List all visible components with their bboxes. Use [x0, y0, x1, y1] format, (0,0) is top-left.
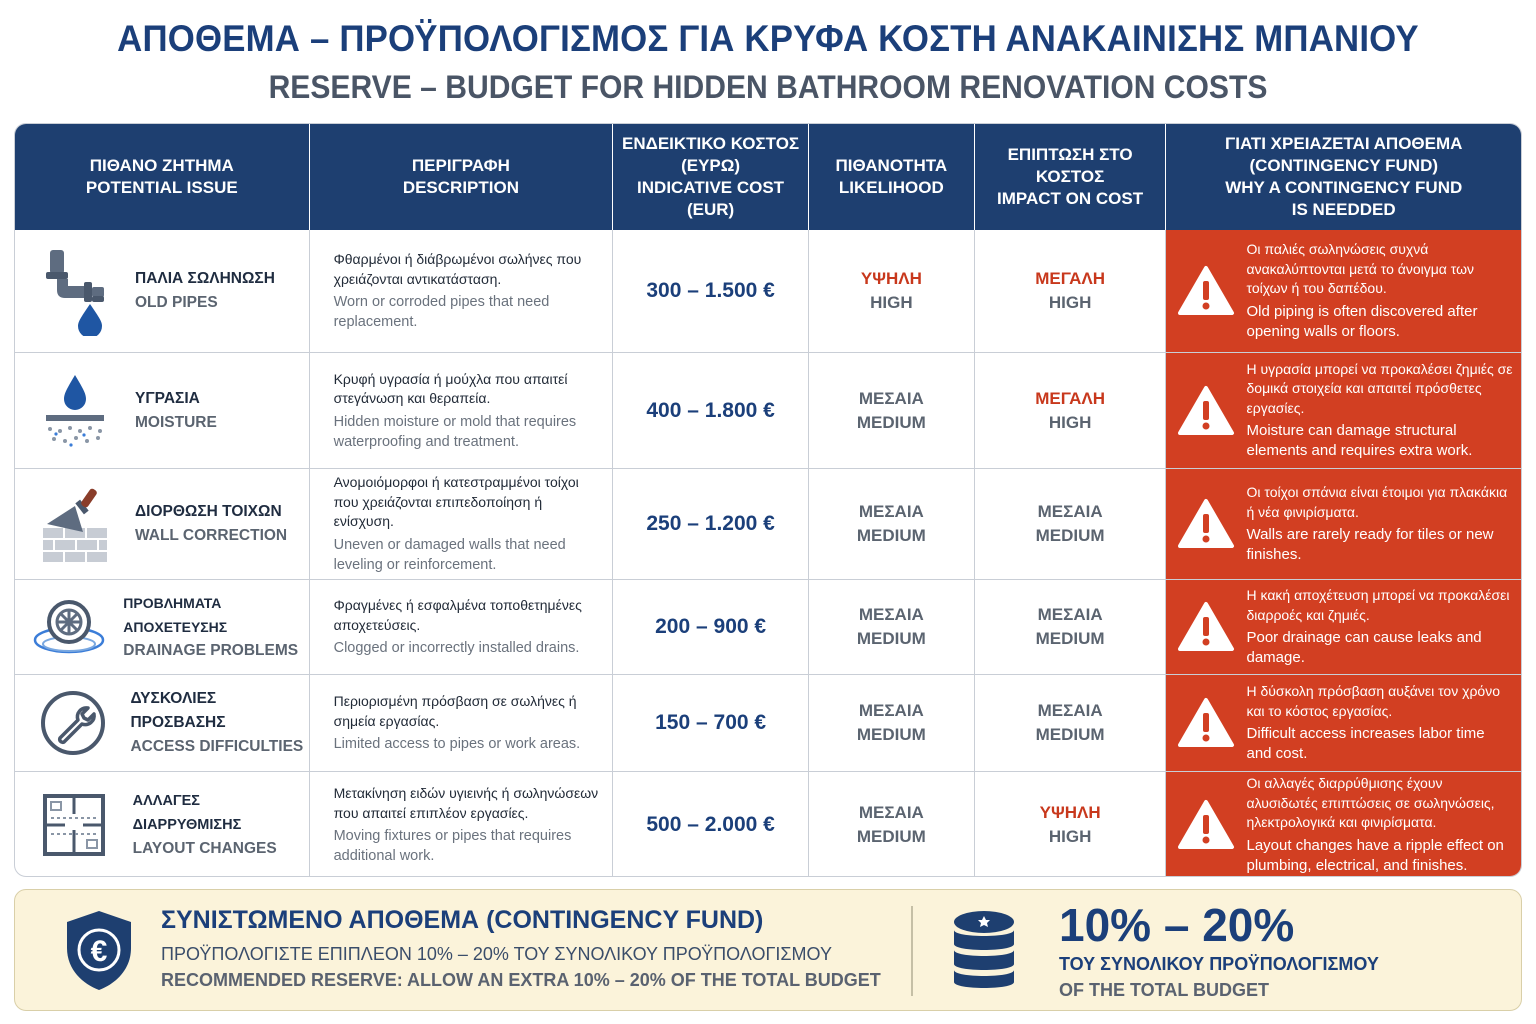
likelihood-gr: ΜΕΣΑΙΑ [858, 605, 924, 624]
why-en: Difficult access increases labor time and cost. [1246, 725, 1485, 762]
issue-name-gr: ΔΥΣΚΟΛΙΕΣ ΠΡΟΣΒΑΣΗΣ [130, 690, 226, 731]
description-cell [310, 353, 614, 468]
likelihood-en: HIGH [870, 293, 913, 312]
table-row [15, 469, 1521, 580]
header-likelihood [809, 124, 975, 230]
impact-en: HIGH [1048, 293, 1092, 312]
description-gr: Κρυφή υγρασία ή μούχλα που απαιτεί στεγάνωση και θεραπεία. [333, 370, 568, 406]
header-impact [975, 124, 1167, 230]
warning-icon [1166, 772, 1246, 877]
table-row [15, 675, 1521, 772]
issue-name-gr: ΥΓΡΑΣΙΑ [135, 389, 200, 407]
impact-gr: ΜΕΓΑΛΗ [1035, 388, 1105, 408]
why-en: Layout changes have a ripple effect on plumbing, electrical, and finishes. [1246, 836, 1504, 874]
table-header [15, 124, 1521, 230]
trowel-wall-icon [15, 469, 135, 579]
impact-cell [975, 469, 1167, 579]
issue-name-gr: ΠΡΟΒΛΗΜΑΤΑ ΑΠΟΧΕΤΕΥΣΗΣ [123, 595, 228, 635]
summary-divider [911, 906, 913, 996]
likelihood-en: MEDIUM [856, 412, 926, 432]
why-cell [1166, 580, 1521, 674]
issue-name-en: ACCESS DIFFICULTIES [130, 738, 304, 755]
header-impact-gr: ΕΠΙΠΤΩΣΗ ΣΤΟ ΚΟΣΤΟΣ [1007, 145, 1133, 186]
why-en: Moisture can damage structural elements and requires extra work. [1246, 422, 1473, 460]
likelihood-gr: ΜΕΣΑΙΑ [858, 502, 924, 521]
description-gr: Φραγμένες ή εσφαλμένα τοποθετημένες αποχετεύσεις. [333, 597, 582, 633]
issue-name-gr: ΔΙΟΡΘΩΣΗ ΤΟΙΧΩΝ [135, 503, 282, 520]
impact-en: MEDIUM [1035, 629, 1105, 648]
title-greek: ΑΠΟΘΕΜΑ – ΠΡΟΫΠΟΛΟΓΙΣΜΟΣ ΓΙΑ ΚΡΥΦΑ ΚΟΣΤΗ ΑΝΑΚΑΙΝΙΣΗΣ ΜΠΑΝΙΟΥ [117, 18, 1419, 59]
description-cell [310, 230, 614, 352]
why-en: Walls are rarely ready for tiles or new finishes. [1246, 526, 1494, 563]
contingency-summary [14, 889, 1522, 1011]
likelihood-en: MEDIUM [856, 629, 926, 648]
warning-icon [1166, 675, 1246, 771]
header-impact-en: IMPACT ON COST [997, 189, 1144, 208]
header-cost-en-unit: (EUR) [686, 200, 735, 219]
header-cost-gr: ΕΝΔΕΙΚΤΙΚΟ ΚΟΣΤΟΣ [621, 134, 800, 153]
table-row [15, 353, 1521, 469]
impact-cell [975, 675, 1167, 771]
description-cell [310, 772, 614, 877]
reserve-percentage: 10% – 20% [1059, 899, 1295, 951]
description-cell [310, 675, 614, 771]
cost-cell: 500 – 2.000 € [613, 772, 809, 877]
coin-stack-icon [951, 908, 1017, 997]
description-cell [310, 469, 614, 579]
issue-name-en: DRAINAGE PROBLEMS [123, 642, 299, 659]
drain-icon [15, 580, 123, 674]
impact-cell [975, 580, 1167, 674]
warning-icon [1166, 469, 1246, 579]
issue-name-en: LAYOUT CHANGES [132, 840, 277, 857]
header-why-gr-sub: (CONTINGENCY FUND) [1249, 156, 1439, 175]
impact-gr: ΜΕΣΑΙΑ [1037, 502, 1103, 521]
title-english: RESERVE – BUDGET FOR HIDDEN BATHROOM RENOVATION COSTS [268, 69, 1268, 105]
why-gr: Οι παλιές σωληνώσεις συχνά ανακαλύπτονται μετά το άνοιγμα των τοίχων ή του δαπέδου. [1246, 241, 1475, 297]
header-cost [613, 124, 809, 230]
likelihood-en: MEDIUM [856, 827, 926, 846]
impact-en: HIGH [1048, 412, 1092, 432]
table-body [15, 230, 1521, 877]
wrench-circle-icon [15, 675, 130, 771]
issue-cell [15, 469, 310, 579]
warning-icon [1166, 230, 1246, 352]
reserve-percentage-label-en: OF THE TOTAL BUDGET [1059, 980, 1269, 1000]
issue-cell [15, 772, 310, 877]
impact-cell [975, 230, 1167, 352]
likelihood-cell [809, 230, 975, 352]
issue-cell [15, 675, 310, 771]
impact-en: MEDIUM [1035, 526, 1105, 545]
likelihood-gr: ΥΨΗΛΗ [860, 269, 922, 288]
issue-cell [15, 230, 310, 352]
header-why [1166, 124, 1521, 230]
page-header [0, 14, 1536, 110]
issue-name-en: MOISTURE [135, 413, 217, 431]
why-cell [1166, 469, 1521, 579]
impact-gr: ΥΨΗΛΗ [1039, 803, 1101, 822]
description-en: Uneven or damaged walls that need leveling or reinforcement. [333, 536, 566, 573]
likelihood-cell [809, 772, 975, 877]
header-cost-en: INDICATIVE COST [637, 178, 785, 197]
shield-euro-symbol: € [90, 935, 108, 968]
why-gr: Η υγρασία μπορεί να προκαλέσει ζημιές σε δομικά στοιχεία και απαιτεί πρόσθετες εργασίες. [1246, 360, 1513, 416]
cost-cell: 300 – 1.500 € [613, 230, 809, 352]
description-gr: Ανομοιόμορφοι ή κατεστραμμένοι τοίχοι που χρειάζονται επιπεδοποίηση ή ενίσχυση. [333, 474, 579, 530]
warning-icon [1166, 353, 1246, 468]
why-gr: Η κακή αποχέτευση μπορεί να προκαλέσει διαρροές και ζημιές. [1246, 587, 1510, 623]
why-en: Old piping is often discovered after opening walls or floors. [1246, 302, 1478, 340]
impact-cell [975, 772, 1167, 877]
issue-cell [15, 580, 310, 674]
likelihood-gr: ΜΕΣΑΙΑ [858, 803, 924, 822]
header-description [310, 124, 614, 230]
summary-line-gr: ΠΡΟΫΠΟΛΟΓΙΣΤΕ ΕΠΙΠΛΕΟΝ 10% – 20% ΤΟΥ ΣΥΝΟΛΙΚΟΥ ΠΡΟΫΠΟΛΟΓΙΣΜΟΥ [161, 944, 832, 964]
issue-name-en: OLD PIPES [135, 294, 218, 311]
header-why-en: WHY A CONTINGENCY FUND [1225, 178, 1463, 197]
pipe-drip-icon [15, 230, 135, 352]
impact-cell [975, 353, 1167, 468]
description-gr: Περιορισμένη πρόσβαση σε σωλήνες ή σημεία εργασίας. [333, 693, 577, 729]
header-likelihood-gr: ΠΙΘΑΝΟΤΗΤΑ [835, 156, 948, 175]
cost-cell: 250 – 1.200 € [613, 469, 809, 579]
why-gr: Η δύσκολη πρόσβαση αυξάνει τον χρόνο και το κόστος εργασίας. [1246, 683, 1500, 719]
likelihood-en: MEDIUM [856, 725, 926, 744]
description-en: Hidden moisture or mold that requires waterproofing and treatment. [333, 413, 577, 450]
impact-en: HIGH [1048, 827, 1092, 846]
cost-cell: 200 – 900 € [613, 580, 809, 674]
why-cell [1166, 353, 1521, 468]
floor-plan-icon [15, 772, 133, 877]
description-en: Clogged or incorrectly installed drains. [333, 640, 580, 656]
likelihood-cell [809, 469, 975, 579]
description-en: Moving fixtures or pipes that requires additional work. [333, 828, 572, 864]
issue-cell [15, 353, 310, 468]
why-cell [1166, 675, 1521, 771]
impact-gr: ΜΕΣΑΙΑ [1037, 605, 1103, 624]
header-likelihood-en: LIKELIHOOD [838, 178, 944, 197]
summary-title-en: (CONTINGENCY FUND) [486, 906, 764, 934]
euro-shield-icon [63, 908, 135, 997]
issue-name-en: WALL CORRECTION [135, 527, 288, 544]
cost-cell: 150 – 700 € [613, 675, 809, 771]
impact-gr: ΜΕΓΑΛΗ [1035, 269, 1105, 288]
why-cell [1166, 230, 1521, 352]
header-cost-gr-unit: (ΕΥΡΩ) [681, 156, 741, 175]
header-issue-en: POTENTIAL ISSUE [85, 178, 238, 197]
likelihood-cell [809, 675, 975, 771]
likelihood-en: MEDIUM [856, 526, 926, 545]
impact-en: MEDIUM [1035, 725, 1105, 744]
header-issue [15, 124, 310, 230]
warning-icon [1166, 580, 1246, 674]
table-row [15, 772, 1521, 877]
header-description-gr: ΠΕΡΙΓΡΑΦΗ [411, 156, 510, 175]
issue-name-gr: ΑΛΛΑΓΕΣ ΔΙΑΡΡΥΘΜΙΣΗΣ [132, 793, 242, 833]
cost-cell: 400 – 1.800 € [613, 353, 809, 468]
reserve-percentage-label-gr: ΤΟΥ ΣΥΝΟΛΙΚΟΥ ΠΡΟΫΠΟΛΟΓΙΣΜΟΥ [1059, 954, 1379, 974]
likelihood-gr: ΜΕΣΑΙΑ [858, 701, 924, 720]
description-en: Worn or corroded pipes that need replacement. [333, 294, 550, 330]
moisture-drop-icon [15, 353, 135, 468]
summary-title-gr: ΣΥΝΙΣΤΩΜΕΝΟ ΑΠΟΘΕΜΑ [161, 906, 480, 934]
description-gr: Φθαρμένοι ή διάβρωμένοι σωλήνες που χρειάζονται αντικατάσταση. [333, 251, 582, 287]
table-row [15, 580, 1521, 675]
description-en: Limited access to pipes or work areas. [333, 736, 581, 752]
description-gr: Μετακίνηση ειδών υγιεινής ή σωληνώσεων που απαιτεί επιπλέον εργασίες. [333, 785, 599, 821]
likelihood-gr: ΜΕΣΑΙΑ [858, 388, 924, 408]
header-why-gr: ΓΙΑΤΙ ΧΡΕΙΑΖΕΤΑΙ ΑΠΟΘΕΜΑ [1225, 134, 1463, 153]
description-cell [310, 580, 614, 674]
header-description-en: DESCRIPTION [402, 178, 519, 197]
why-gr: Οι τοίχοι σπάνια είναι έτοιμοι για πλακάκια ή νέα φινιρίσματα. [1246, 484, 1508, 520]
why-en: Poor drainage can cause leaks and damage. [1246, 629, 1482, 666]
header-why-en-sub: IS NEEDDED [1291, 200, 1396, 219]
impact-gr: ΜΕΣΑΙΑ [1037, 701, 1103, 720]
summary-title [161, 906, 763, 935]
hidden-costs-table [14, 123, 1522, 877]
likelihood-cell [809, 353, 975, 468]
issue-name-gr: ΠΑΛΙΑ ΣΩΛΗΝΩΣΗ [135, 270, 275, 287]
table-row [15, 230, 1521, 353]
header-issue-gr: ΠΙΘΑΝΟ ΖΗΤΗΜΑ [89, 156, 234, 175]
summary-line-en: RECOMMENDED RESERVE: ALLOW AN EXTRA 10% – 20% OF THE TOTAL BUDGET [161, 970, 881, 990]
likelihood-cell [809, 580, 975, 674]
why-cell [1166, 772, 1521, 877]
why-gr: Οι αλλαγές διαρρύθμισης έχουν αλυσιδωτές επιπτώσεις σε σωληνώσεις, ηλεκτρολογικά και φινιρίσματα. [1246, 775, 1495, 831]
